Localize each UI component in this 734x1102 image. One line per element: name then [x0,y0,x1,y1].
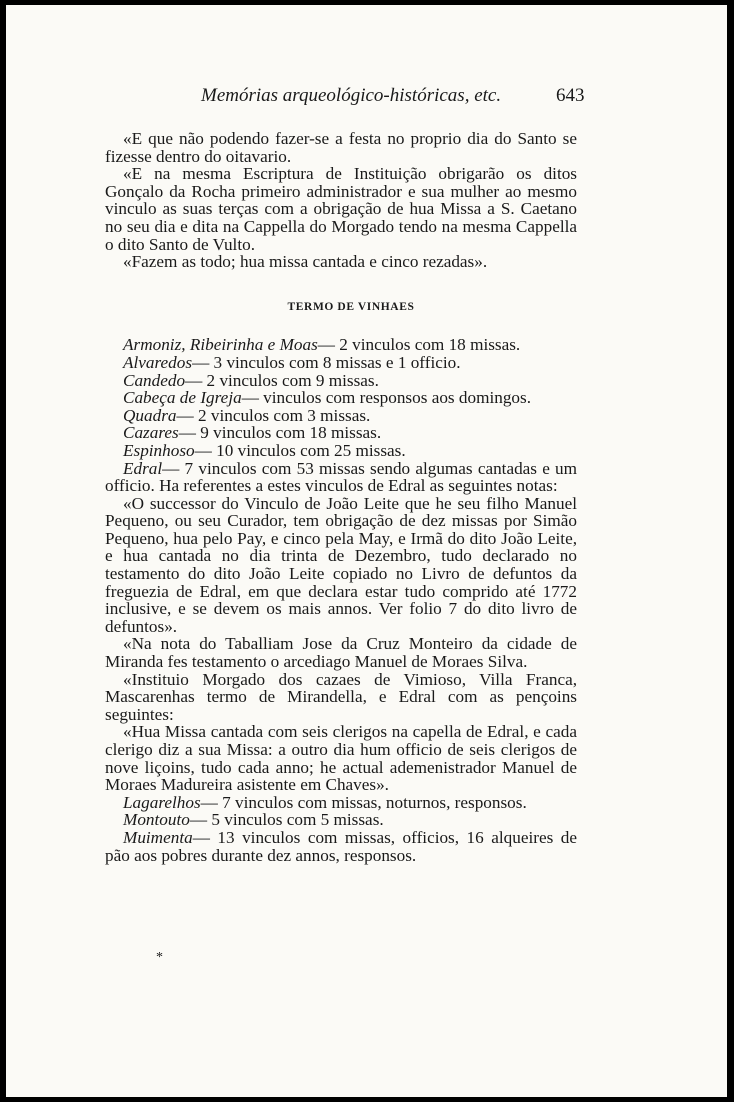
note-paragraph: «O successor do Vinculo de João Leite que he seu filho Manuel Pequeno, ou seu Curador, tem obrigação de dez missas por Simão Pequeno, hua pelo Pay, e cinco pela May, e Irmã do dito João Leite, e hua cantada no dia trinta de Dezembro, tudo declarado no testamento do dito João Leite copiado no Livro de defuntos da freguezia de Edral, em que declara estar tudo comprido até 1772 inclusive, e se devem os mais annos. Ver folio 7 do dito livro de defuntos». [105,493,577,636]
list-item [105,460,577,495]
entry-text: — 7 vinculos com missas, noturnos, responsos. [200,792,527,812]
section-heading: TERMO DE VINHAES [287,300,415,313]
place-name: Candedo [123,370,186,390]
place-name: Muimenta [123,827,193,847]
note-paragraph: «Instituio Morgado dos cazaes de Vimioso, Villa Franca, Mascarenhas termo de Mirandella, e Edral com as pençoins seguintes: [105,669,577,724]
entry-text: — 7 vinculos com 53 missas sendo algumas cantadas e um officio. Ha referentes a estes vinculos de Edral as seguintes notas: [105,458,577,496]
asterism-mark: * [156,950,163,965]
list-item [105,354,577,372]
list-item [105,811,577,829]
page-body [105,130,577,864]
place-name: Armoniz, Ribeirinha e Moas [123,335,318,355]
entry-text: — 2 vinculos com 3 missas. [176,405,371,425]
entry-text: — vinculos com responsos aos domingos. [241,388,531,408]
entry-text: — 2 vinculos com 18 missas. [317,335,521,355]
place-name: Lagarelhos [123,792,201,812]
place-name: Alvaredos [123,352,193,372]
place-name: Cabeça de Igreja [123,388,242,408]
paragraph: «E na mesma Escriptura de Instituição obrigarão os ditos Gonçalo da Rocha primeiro administrador e sua mulher ao mesmo vinculo as suas terças com a obrigação de hua Missa a S. Caetano no seu dia e dita na Cappella do Morgado tendo na mesma Cappella o dito Santo de Vulto. [105,164,577,254]
entry-text: — 9 vinculos com 18 missas. [178,423,382,443]
list-item [105,424,577,442]
place-name: Quadra [123,405,177,425]
list-item [105,407,577,425]
page-number: 643 [556,85,585,106]
list-item [105,372,577,390]
place-name: Montouto [123,810,190,830]
list-item [105,442,577,460]
list-item [105,794,577,812]
place-name: Cazares [123,423,179,443]
paragraph: «Fazem as todo; hua missa cantada e cinco rezadas». [123,252,488,272]
entry-text: — 10 vinculos com 25 missas. [194,440,406,460]
list-item [105,829,577,864]
entry-text: — 3 vinculos com 8 missas e 1 officio. [192,352,461,372]
entry-text: — 5 vinculos com 5 missas. [189,810,384,830]
entry-text: — 13 vinculos com missas, officios, 16 alqueires de pão aos pobres durante dez annos, responsos. [105,827,577,865]
note-paragraph: «Hua Missa cantada com seis clerigos na capella de Edral, e cada clerigo diz a sua Missa: a outro dia hum officio de seis clerigos de nove liçoins, tudo cada anno; he actual ademenistrador Manuel de Moraes Madureira asistente em Chaves». [105,722,577,795]
running-title: Memórias arqueológico-históricas, etc. [201,85,502,106]
list-item [105,389,577,407]
book-page [6,5,727,1097]
note-paragraph: «Na nota do Taballiam Jose da Cruz Monteiro da cidade de Miranda fes testamento o arcediago Manuel de Moraes Silva. [105,634,577,672]
list-item [105,336,577,354]
entry-text: — 2 vinculos com 9 missas. [185,370,379,390]
paragraph: «E que não podendo fazer-se a festa no proprio dia do Santo se fizesse dentro do oitavario. [105,129,577,166]
place-name: Espinhoso [123,440,195,460]
place-name: Edral [123,458,163,478]
